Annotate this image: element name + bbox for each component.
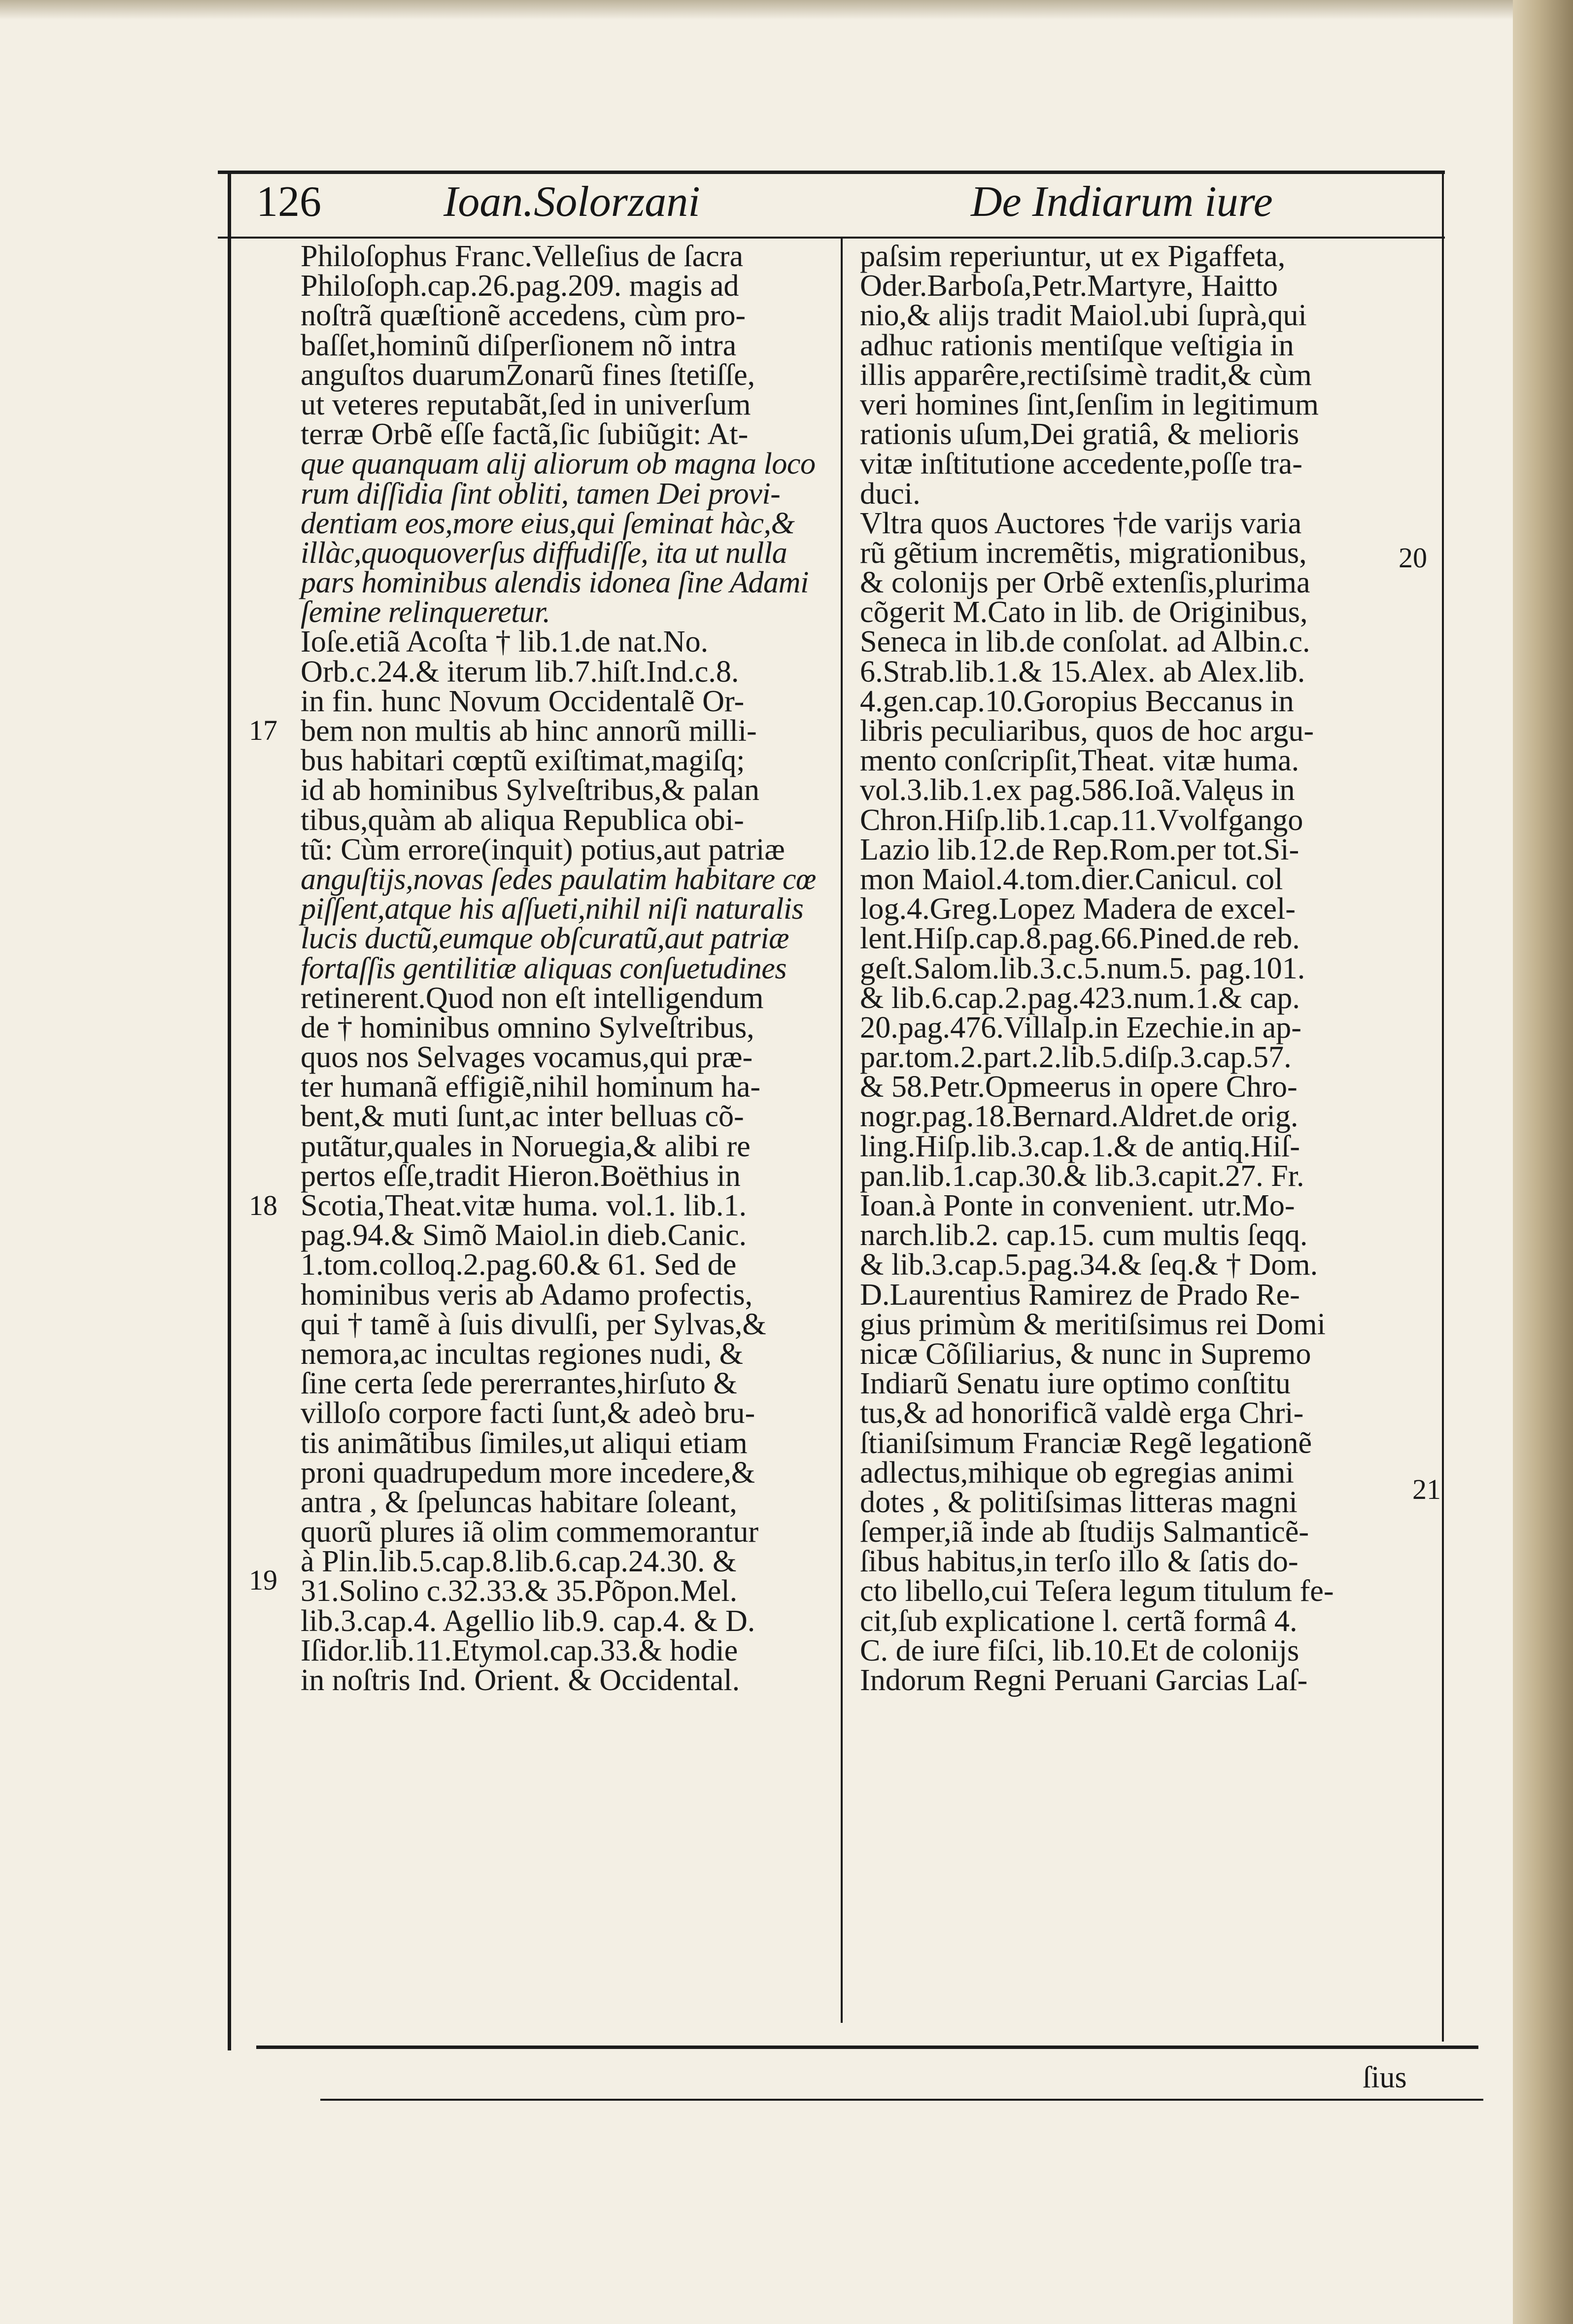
- text-line: 1.tom.colloq.2.pag.60.& 61. Sed de: [301, 1248, 737, 1282]
- text-line: ut veteres reputabãt,ſed in univerſum: [301, 387, 751, 421]
- text-line: & lib.6.cap.2.pag.423.num.1.& cap.: [860, 981, 1300, 1015]
- text-line: log.4.Greg.Lopez Madera de excel-: [860, 892, 1296, 926]
- text-line: que quanquam alij aliorum ob magna loco: [301, 447, 816, 481]
- text-line: tis animãtibus ſimiles,ut aliqui etiam: [301, 1426, 748, 1460]
- text-line: bent,& muti ſunt,ac inter belluas cõ-: [301, 1100, 744, 1134]
- text-line: ſemper,iã inde ab ſtudijs Salmanticẽ-: [860, 1515, 1309, 1549]
- text-line: in noſtris Ind. Orient. & Occidental.: [301, 1664, 740, 1697]
- margin-number-17: 17: [249, 714, 277, 746]
- text-line: par.tom.2.part.2.lib.5.diſp.3.cap.57.: [860, 1041, 1292, 1075]
- catchword: ſius: [1363, 2061, 1407, 2094]
- text-line: Chron.Hiſp.lib.1.cap.11.Vvolfgango: [860, 803, 1303, 837]
- text-line: à Plin.lib.5.cap.8.lib.6.cap.24.30. &: [301, 1545, 737, 1579]
- text-line: Philoſoph.cap.26.pag.209. magis ad: [301, 269, 739, 303]
- running-title: De Indiarum iure: [971, 178, 1273, 226]
- bottom-rule: [256, 2046, 1478, 2049]
- column-divider: [841, 239, 843, 2023]
- text-line: ling.Hiſp.lib.3.cap.1.& de antiq.Hiſ-: [860, 1129, 1300, 1163]
- text-line: hominibus veris ab Adamo profectis,: [301, 1278, 753, 1312]
- margin-number-19: 19: [249, 1564, 277, 1596]
- text-line: geſt.Salom.lib.3.c.5.num.5. pag.101.: [860, 951, 1305, 985]
- text-line: ſemine relinqueretur.: [301, 595, 550, 629]
- text-line: retinerent.Quod non eſt intelligendum: [301, 981, 764, 1015]
- text-line: id ab hominibus Sylveſtribus,& palan: [301, 773, 760, 807]
- running-header: [256, 170, 1449, 234]
- text-line: anguſtijs,novas ſedes paulatim habitare cœ: [301, 862, 816, 896]
- text-line: villoſo corpore facti ſunt,& adeò bru-: [301, 1396, 755, 1430]
- text-line: rationis uſum,Dei gratiâ, & melioris: [860, 417, 1299, 451]
- text-line: C. de iure fiſci, lib.10.Et de colonijs: [860, 1633, 1299, 1667]
- text-line: Iſidor.lib.11.Etymol.cap.33.& hodie: [301, 1633, 738, 1667]
- text-line: baſſet,hominũ diſperſionem nõ intra: [301, 328, 737, 362]
- text-line: antra , & ſpeluncas habitare ſoleant,: [301, 1485, 737, 1519]
- text-line: lucis ductũ,eumque obſcuratũ,aut patriæ: [301, 922, 789, 956]
- text-line: cto libello,cui Teſera legum titulum fe-: [860, 1574, 1334, 1608]
- text-line: nicæ Cõſiliarius, & nunc in Supremo: [860, 1337, 1311, 1371]
- margin-number-20: 20: [1399, 542, 1427, 574]
- text-line: mon Maiol.4.tom.dier.Canicul. col: [860, 862, 1283, 896]
- text-line: Indorum Regni Peruani Garcias Laſ-: [860, 1664, 1308, 1697]
- text-line: duci.: [860, 477, 921, 511]
- text-line: D.Laurentius Ramirez de Prado Re-: [860, 1278, 1300, 1312]
- text-line: pertos eſſe,tradit Hieron.Boëthius in: [301, 1159, 741, 1193]
- text-line: Ioan.à Ponte in convenient. utr.Mo-: [860, 1189, 1295, 1222]
- text-line: pars hominibus alendis idonea ſine Adami: [301, 566, 809, 600]
- text-line: de † hominibus omnino Sylveſtribus,: [301, 1010, 754, 1044]
- text-line: Orb.c.24.& iterum lib.7.hiſt.Ind.c.8.: [301, 655, 739, 689]
- text-line: nio,& alijs tradit Maiol.ubi ſuprà,qui: [860, 299, 1307, 333]
- text-line: tũ: Cùm errore(inquit) potius,aut patriæ: [301, 832, 785, 867]
- text-line: anguſtos duarumZonarũ fines ſtetiſſe,: [301, 358, 755, 392]
- text-line: libris peculiaribus, quos de hoc argu-: [860, 714, 1314, 748]
- text-line: in fin. hunc Novum Occidentalẽ Or-: [301, 684, 745, 718]
- text-line: ſibus habitus,in terſo illo & ſatis do-: [860, 1545, 1299, 1579]
- text-line: bem non multis ab hinc annorũ milli-: [301, 714, 757, 748]
- text-line: proni quadrupedum more incedere,&: [301, 1456, 755, 1490]
- text-line: cõgerit M.Cato in lib. de Originibus,: [860, 595, 1308, 629]
- text-line: nemora,ac incultas regiones nudi, &: [301, 1337, 743, 1371]
- text-line: Vltra quos Auctores †de varijs varia: [860, 506, 1302, 540]
- text-line: tibus,quàm ab aliqua Republica obi-: [301, 803, 744, 837]
- text-line: bus habitari cœptũ exiſtimat,magiſq;: [301, 744, 745, 778]
- text-line: 6.Strab.lib.1.& 15.Alex. ab Alex.lib.: [860, 655, 1305, 689]
- text-line: noſtrã quæſtionẽ accedens, cùm pro-: [301, 299, 746, 333]
- text-line: quos nos Selvages vocamus,qui præ-: [301, 1041, 753, 1075]
- text-line: & 58.Petr.Opmeerus in opere Chro-: [860, 1070, 1298, 1104]
- text-line: terræ Orbẽ eſſe factã,ſic ſubiũgit: At-: [301, 417, 749, 451]
- text-line: Indiarũ Senatu iure optimo conſtitu: [860, 1367, 1291, 1401]
- text-line: adhuc rationis mentiſque veſtigia in: [860, 328, 1294, 362]
- text-line: narch.lib.2. cap.15. cum multis ſeqq.: [860, 1218, 1308, 1252]
- text-line: dentiam eos,more eius,qui ſeminat hàc,&: [301, 506, 795, 540]
- text-line: Scotia,Theat.vitæ huma. vol.1. lib.1.: [301, 1189, 747, 1222]
- text-line: quorũ plures iã olim commemorantur: [301, 1515, 759, 1549]
- text-line: fortaſſis gentilitiæ aliquas conſuetudines: [301, 951, 787, 985]
- text-line: dotes , & politiſsimas litteras magni: [860, 1485, 1298, 1519]
- text-line: illis apparêre,rectiſsimè tradit,& cùm: [860, 358, 1312, 392]
- text-line: rum diſſidia ſint obliti, tamen Dei provi-: [301, 477, 781, 511]
- text-line: nogr.pag.18.Bernard.Aldret.de orig.: [860, 1100, 1299, 1134]
- text-line: cit,ſub explicatione l. certã formâ 4.: [860, 1604, 1298, 1638]
- text-line: adlectus,mihique ob egregias animi: [860, 1456, 1294, 1490]
- text-line: & lib.3.cap.5.pag.34.& ſeq.& † Dom.: [860, 1248, 1318, 1282]
- page-top-shadow: [0, 0, 1513, 20]
- text-line: ter humanã effigiẽ,nihil hominum ha-: [301, 1070, 761, 1104]
- text-line: Seneca in lib.de conſolat. ad Albin.c.: [860, 625, 1310, 659]
- text-line: vol.3.lib.1.ex pag.586.Ioã.Valęus in: [860, 773, 1295, 807]
- text-line: & colonijs per Orbẽ extenſis,plurima: [860, 566, 1310, 600]
- text-line: pan.lib.1.cap.30.& lib.3.capit.27. Fr.: [860, 1159, 1304, 1193]
- bottom-rule-outer: [320, 2099, 1483, 2101]
- text-line: putãtur,quales in Noruegia,& alibi re: [301, 1129, 751, 1163]
- text-line: illàc,quoquoverſus diffudiſſe, ita ut nulla: [301, 536, 787, 570]
- margin-number-18: 18: [249, 1189, 277, 1221]
- text-line: Lazio lib.12.de Rep.Rom.per tot.Si-: [860, 832, 1299, 867]
- text-line: rũ gẽtium incremẽtis, migrationibus,: [860, 536, 1307, 570]
- text-line: lent.Hiſp.cap.8.pag.66.Pined.de reb.: [860, 922, 1300, 956]
- text-line: 4.gen.cap.10.Goropius Beccanus in: [860, 684, 1294, 718]
- text-line: veri homines ſint,ſenſim in legitimum: [860, 387, 1319, 421]
- left-column: [301, 242, 833, 1695]
- text-line: lib.3.cap.4. Agellio lib.9. cap.4. & D.: [301, 1604, 755, 1638]
- text-line: 20.pag.476.Villalp.in Ezechie.in ap-: [860, 1010, 1301, 1044]
- page-edge: [1513, 0, 1573, 2324]
- text-line: ſtianiſsimum Franciæ Regẽ legationẽ: [860, 1426, 1312, 1460]
- text-line: Oder.Barboſa,Petr.Martyre, Haitto: [860, 269, 1278, 303]
- header-rule: [218, 237, 1445, 239]
- text-line: paſsim reperiuntur, ut ex Pigaffeta,: [860, 240, 1286, 273]
- text-line: gius primùm & meritiſsimus rei Domi: [860, 1307, 1326, 1341]
- right-rule: [1442, 173, 1444, 2042]
- text-line: mento conſcripſit,Theat. vitæ huma.: [860, 744, 1299, 778]
- text-line: tus,& ad honorificã valdè erga Chri-: [860, 1396, 1304, 1430]
- text-line: Ioſe.etiã Acoſta † lib.1.de nat.No.: [301, 625, 709, 659]
- running-author: Ioan.Solorzani: [444, 178, 700, 226]
- text-line: pag.94.& Simõ Maiol.in dieb.Canic.: [301, 1218, 747, 1252]
- left-rule: [228, 171, 231, 2050]
- text-line: qui † tamẽ à ſuis divulſi, per Sylvas,&: [301, 1307, 766, 1341]
- text-line: piſſent,atque his aſſueti,nihil niſi naturalis: [301, 892, 804, 926]
- text-line: Philoſophus Franc.Velleſius de ſacra: [301, 240, 744, 273]
- right-column: [860, 242, 1436, 1695]
- text-line: vitæ inſtitutione accedente,poſſe tra-: [860, 447, 1302, 481]
- page-number: 126: [256, 178, 321, 226]
- text-line: ſine certa ſede pererrantes,hirſuto &: [301, 1367, 737, 1401]
- text-line: 31.Solino c.32.33.& 35.Põpon.Mel.: [301, 1574, 738, 1608]
- margin-number-21: 21: [1412, 1473, 1441, 1505]
